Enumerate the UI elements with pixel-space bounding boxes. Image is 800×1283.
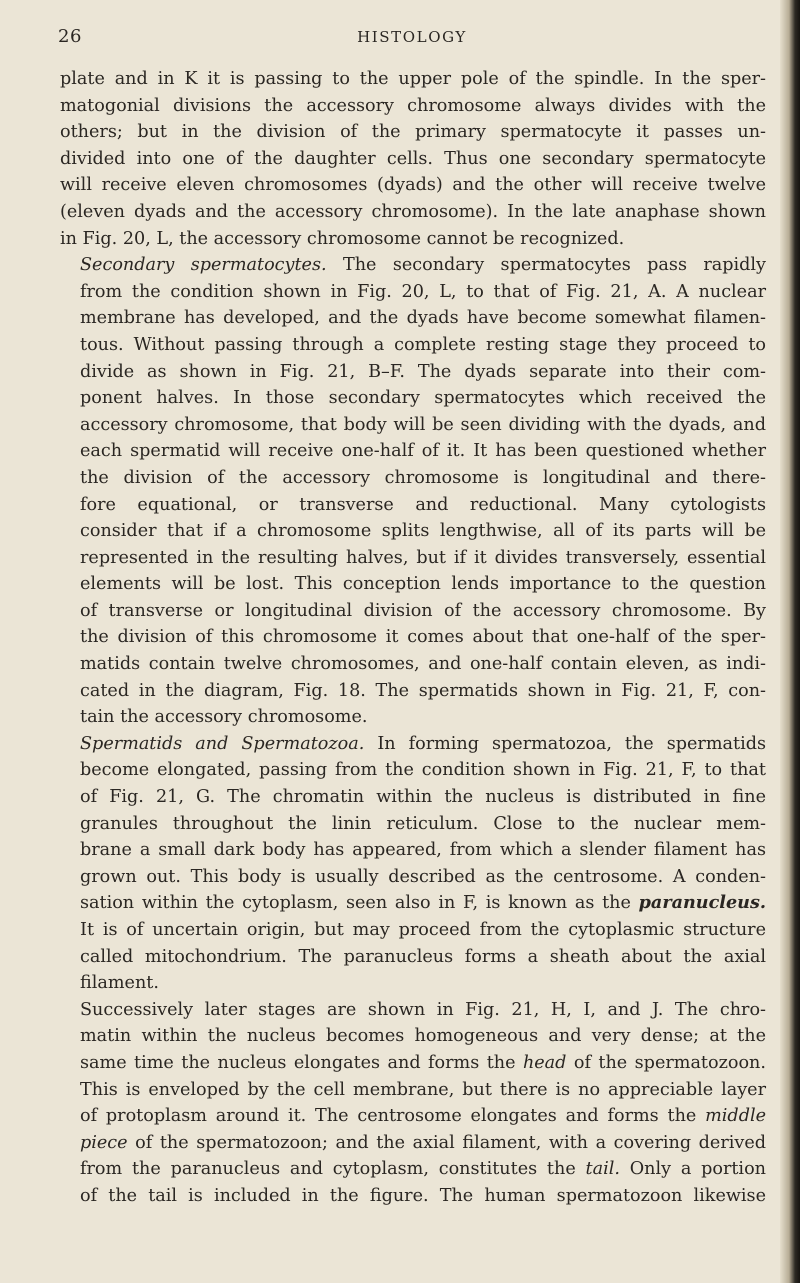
text-line (58, 731, 766, 758)
text-line: plate and in K it is passing to the upper pole of the spindle. In the sper- (60, 69, 766, 89)
text-line: granules throughout the linin reticulum. Close to the nuclear mem- (80, 813, 766, 834)
text-line: membrane has developed, and the dyads have become somewhat filamen- (80, 308, 766, 329)
term-piece: piece (80, 1132, 128, 1153)
text-line: elements will be lost. This conception lends importance to the question (80, 574, 766, 595)
section-heading-spermatids: Spermatids and Spermatozoa. (80, 733, 365, 754)
text-line: matids contain twelve chromosomes, and one-half contain eleven, as indi- (80, 654, 766, 675)
text-line: ponent halves. In those secondary spermatocytes which received the (80, 388, 766, 409)
running-head: HISTOLOGY (357, 28, 467, 46)
paragraph-secondary-spermatocytes (58, 252, 766, 731)
text-line: Successively later stages are shown in Fig. 21, H, I, and J. The chro- (80, 999, 766, 1020)
paragraph-later-stages (58, 997, 766, 1210)
text-line: tous. Without passing through a complete resting stage they proceed to (80, 334, 766, 355)
term-paranucleus: paranucleus. (638, 892, 766, 914)
text-segment: of the spermatozoon. (566, 1052, 766, 1073)
text-line: fore equational, or transverse and reductional. Many cytologists (80, 494, 766, 515)
text-line: others; but in the division of the primary spermatocyte it passes un- (60, 122, 766, 143)
text-line: matogonial divisions the accessory chromosome always divides with the (60, 95, 766, 116)
term-middle: middle (705, 1106, 766, 1127)
text-line: tain the accessory chromosome. (80, 707, 368, 728)
page-binding-edge (780, 0, 800, 1283)
text-line: accessory chromosome, that body will be seen dividing with the dyads, and (80, 414, 766, 435)
text-line: grown out. This body is usually described as the centrosome. A conden- (80, 866, 766, 887)
text-line: of transverse or longitudinal division of the accessory chromosome. By (80, 600, 766, 621)
text-segment: same time the nucleus elongates and forms the (80, 1052, 523, 1073)
term-tail: tail. (585, 1159, 620, 1180)
text-line: become elongated, passing from the condition shown in Fig. 21, F, to that (80, 760, 766, 781)
text-line: of the tail is included in the figure. The human spermatozoon likewise (80, 1185, 766, 1206)
text-segment: The secondary spermatocytes pass rapidly (326, 255, 766, 276)
text-line: called mitochondrium. The paranucleus forms a sheath about the axial (80, 946, 766, 967)
text-line: filament. (80, 973, 159, 994)
text-line: the division of this chromosome it comes about that one-half of the sper- (80, 627, 766, 648)
text-line (58, 1050, 766, 1077)
text-segment: of the spermatozoon; and the axial filament, with a covering derived (127, 1132, 766, 1153)
term-head: head (522, 1052, 567, 1073)
page-number: 26 (58, 26, 82, 47)
text-segment: sation within the cytoplasm, seen also in F, is known as the (80, 893, 639, 914)
text-line: will receive eleven chromosomes (dyads) and the other will receive twelve (60, 175, 766, 196)
text-line: the division of the accessory chromosome is longitudinal and there- (80, 467, 766, 488)
text-line: in Fig. 20, L, the accessory chromosome cannot be recognized. (60, 228, 625, 249)
text-line: cated in the diagram, Fig. 18. The spermatids shown in Fig. 21, F, con- (80, 680, 766, 701)
page-header (58, 26, 766, 56)
text-line: divided into one of the daughter cells. Thus one secondary spermatocyte (60, 148, 766, 169)
text-line: It is of uncertain origin, but may proceed from the cytoplasmic structure (80, 920, 766, 940)
text-segment: from the paranucleus and cytoplasm, constitutes the (80, 1159, 586, 1180)
text-line (58, 890, 766, 917)
text-line (58, 1103, 766, 1130)
text-segment: In forming spermatozoa, the spermatids (364, 733, 766, 754)
section-heading-secondary-spermatocytes: Secondary spermatocytes. (80, 255, 327, 276)
text-line (58, 1130, 766, 1157)
body-text (58, 66, 766, 1210)
text-line: divide as shown in Fig. 21, B–F. The dyads separate into their com- (80, 361, 766, 382)
text-line: consider that if a chromosome splits lengthwise, all of its parts will be (80, 521, 766, 542)
text-line (58, 1156, 766, 1183)
text-segment: Only a portion (619, 1159, 766, 1180)
text-segment: of protoplasm around it. The centrosome elongates and forms the (80, 1106, 706, 1127)
text-line: from the condition shown in Fig. 20, L, to that of Fig. 21, A. A nuclear (80, 281, 766, 302)
paragraph-spermatids-and-spermatozoa (58, 731, 766, 997)
text-line: (eleven dyads and the accessory chromosome). In the late anaphase shown (60, 201, 766, 222)
text-line: This is enveloped by the cell membrane, but there is no appreciable layer (80, 1079, 766, 1100)
text-line: each spermatid will receive one-half of it. It has been questioned whether (80, 441, 766, 462)
text-line (58, 252, 766, 279)
text-line: matin within the nucleus becomes homogeneous and very dense; at the (80, 1026, 766, 1047)
text-line: represented in the resulting halves, but if it divides transversely, essential (80, 547, 766, 568)
text-line: of Fig. 21, G. The chromatin within the nucleus is distributed in fine (80, 787, 766, 808)
paragraph-1 (58, 66, 766, 252)
text-line: brane a small dark body has appeared, from which a slender filament has (80, 840, 766, 861)
